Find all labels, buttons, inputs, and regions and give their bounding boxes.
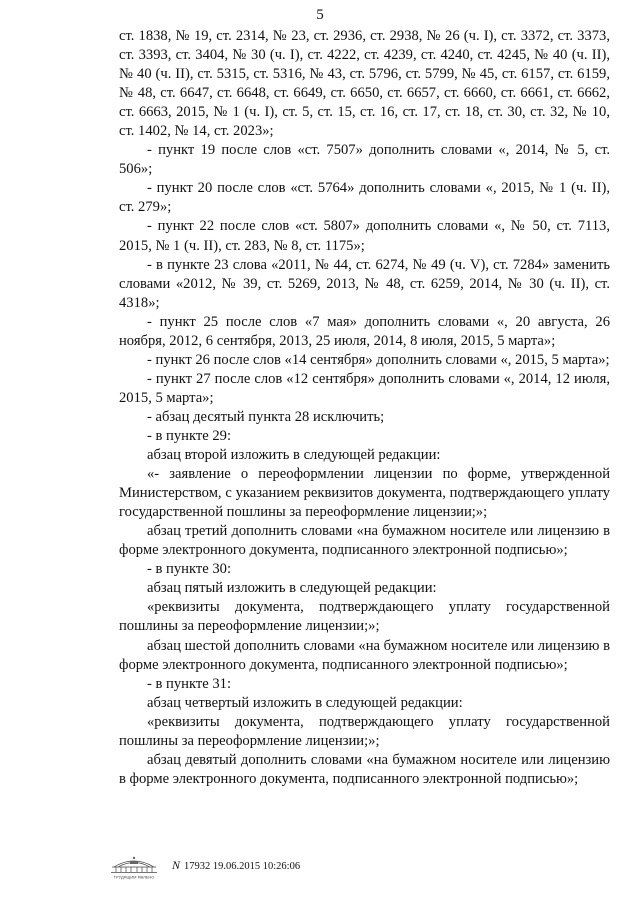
paragraph: - в пункте 31: bbox=[147, 675, 232, 692]
registration-stamp bbox=[108, 853, 368, 881]
page-number: 5 bbox=[316, 7, 324, 23]
registration-number-date: 17932 19.06.2015 10:26:06 bbox=[184, 861, 301, 872]
paragraph: абзац девятый дополнить словами «на бумажном носителе или лицензию в форме электронного документа, подписанного электронной подписью»; bbox=[119, 751, 610, 787]
paragraph: абзац третий дополнить словами «на бумажном носителе или лицензию в форме электронного документа, подписанного электронной подписью»; bbox=[119, 523, 610, 559]
paragraph: «реквизиты документа, подтверждающего уплату государственной пошлины за переоформление лицензии;»; bbox=[119, 713, 610, 749]
paragraph: - пункт 19 после слов «ст. 7507» дополнить словами «, 2014, № 5, ст. 506»; bbox=[119, 142, 610, 178]
paragraph: - в пункте 30: bbox=[147, 561, 232, 578]
paragraph: «реквизиты документа, подтверждающего уплату государственной пошлины за переоформление лицензии;»; bbox=[119, 599, 610, 635]
paragraph: - пункт 27 после слов «12 сентября» дополнить словами «, 2014, 12 июля, 2015, 5 марта»; bbox=[119, 370, 610, 406]
registration-info bbox=[172, 859, 300, 873]
ministry-emblem-icon bbox=[108, 853, 160, 881]
paragraph: абзац пятый изложить в следующей редакции: bbox=[147, 580, 437, 597]
emblem-label: ТРУДЯЩИМ ЯВЛЕНО bbox=[113, 874, 155, 880]
number-mark: N bbox=[172, 858, 181, 872]
paragraph: - пункт 25 после слов «7 мая» дополнить словами «, 20 августа, 26 ноября, 2012, 6 сентября, 2013, 25 июля, 2014, 8 июля, 2015, 5 марта»; bbox=[119, 313, 610, 349]
paragraph: - пункт 22 после слов «ст. 5807» дополнить словами «, № 50, ст. 7113, 2015, № 1 (ч. II), ст. 283, № 8, ст. 1175»; bbox=[119, 218, 610, 254]
paragraph: «- заявление о переоформлении лицензии по форме, утвержденной Министерством, с указанием реквизитов документа, подтверждающего уплату государственной пошлины за переоформление лицензии;»; bbox=[119, 466, 610, 521]
paragraph: абзац четвертый изложить в следующей редакции: bbox=[147, 694, 463, 711]
paragraph: - абзац десятый пункта 28 исключить; bbox=[147, 408, 385, 425]
paragraph: - пункт 26 после слов «14 сентября» дополнить словами «, 2015, 5 марта»; bbox=[147, 351, 610, 368]
paragraph: ст. 1838, № 19, ст. 2314, № 23, ст. 2936, ст. 2938, № 26 (ч. I), ст. 3372, ст. 3373, ст. 3393, ст. 3404, № 30 (ч. I), ст. 4222, ст. 4239, ст. 4240, ст. 4245, № 40 (ч. II), № 40 (ч. II), ст. 5315, ст. 5316, № 43, ст. 5796, ст. 5799, № 45, ст. 6157, ст. 6159, № 48, ст. 6647, ст. 6648, ст. 6649, ст. 6650, ст. 6657, ст. 6660, ст. 6661, ст. 6662, ст. 6663, 2015, № 1 (ч. I), ст. 5, ст. 15, ст. 16, ст. 17, ст. 18, ст. 30, ст. 32, № 10, ст. 1402, № 14, ст. 2023»; bbox=[119, 28, 610, 140]
paragraph: - в пункте 29: bbox=[147, 427, 232, 444]
paragraph: абзац второй изложить в следующей редакции: bbox=[147, 447, 441, 464]
document-body bbox=[119, 27, 610, 789]
paragraph: - пункт 20 после слов «ст. 5764» дополнить словами «, 2015, № 1 (ч. II), ст. 279»; bbox=[119, 180, 610, 216]
paragraph: - в пункте 23 слова «2011, № 44, ст. 6274, № 49 (ч. V), ст. 7284» заменить словами «2012, № 39, ст. 5269, 2013, № 48, ст. 6259, 2014, № 30 (ч. II), ст. 4318»; bbox=[119, 256, 610, 311]
paragraph: абзац шестой дополнить словами «на бумажном носителе или лицензию в форме электронного документа, подписанного электронной подписью»; bbox=[119, 637, 610, 673]
